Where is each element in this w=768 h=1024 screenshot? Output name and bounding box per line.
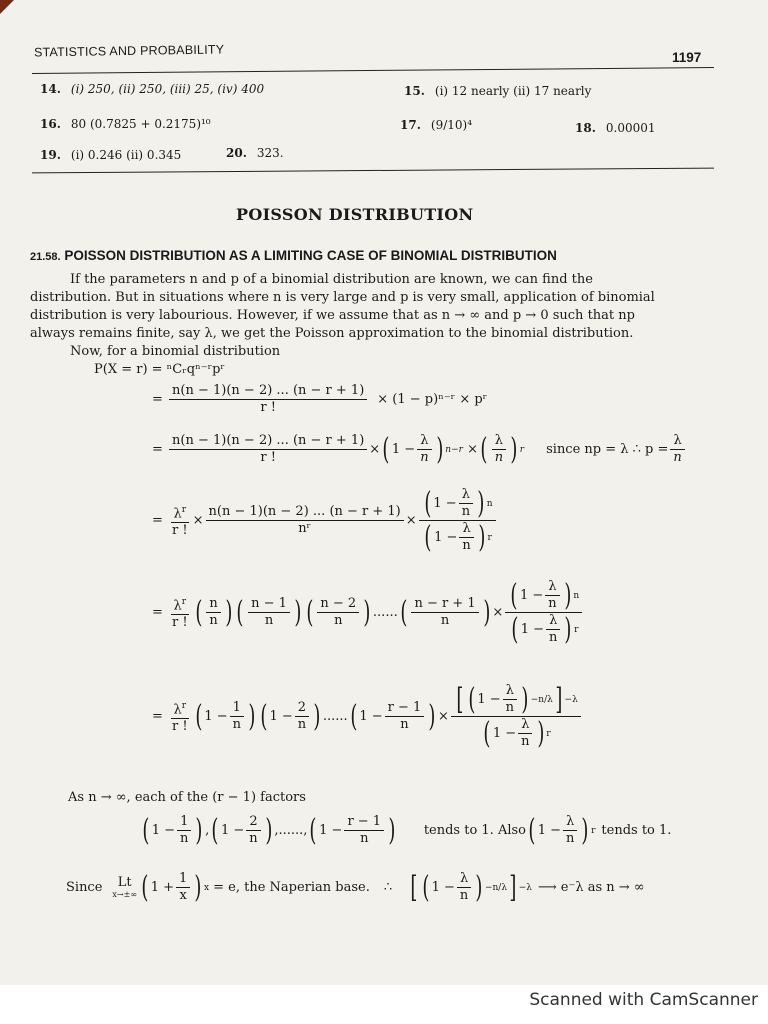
equation-step-4: = $\frac{\lambda^r}{r !}$ ( $\frac{n}{n}$ ) ( $\frac{n - 1}{n}$ ) ( $\frac{n - 2}{n}$ ) ...... ( $\frac{n - r + 1}{n}$ ) × ( 1 − $\frac{\lambda}{n}$ ) n ( 1 − $\frac{\lambda}{n}$ ) r (152, 580, 584, 645)
binomial-intro: Now, for a binomial distribution (70, 344, 281, 359)
intro-line-3: distribution is very labourious. However, if we assume that as n → ∞ and p → 0 such that np (30, 308, 635, 323)
equation-step-1: = $\frac{n(n - 1)(n - 2) ... (n - r + 1)}{r !}$ × (1 − p)ⁿ⁻ʳ × pʳ (152, 383, 488, 415)
subsection-heading: 21.58. POISSON DISTRIBUTION AS A LIMITING CASE OF BINOMIAL DISTRIBUTION (30, 248, 557, 263)
answer-18: 18. 0.00001 (575, 121, 656, 135)
answer-16: 16. 80 (0.7825 + 0.2175)¹⁰ (40, 117, 211, 131)
answer-19: 19. (i) 0.246 (ii) 0.345 (40, 148, 182, 162)
page-corner-mark (0, 0, 14, 14)
answer-14: 14. (i) 250, (ii) 250, (iii) 25, (iv) 400 (40, 82, 265, 96)
equation-step-3: = $\frac{\lambda^r}{r !}$ × $\frac{n(n - 1)(n - 2) ... (n - r + 1)}{\text{nʳ}}$ × ( 1 − $\frac{\lambda}{n}$ ) n ( 1 − $\frac{\lambda}{n}$ ) r (152, 488, 498, 553)
answer-20: 20. 323. (226, 146, 284, 160)
answer-15: 15. (i) 12 nearly (ii) 17 nearly (404, 84, 592, 98)
running-header-title: STATISTICS AND PROBABILITY (33, 42, 225, 60)
answers-rule (32, 168, 714, 174)
factors-line: ( 1 − $\frac{1}{n}$ ) , ( 1 − $\frac{2}{n}$ ) ,......, ( 1 − $\frac{r - 1}{n}$ ) tends to 1. Also ( 1 − $\frac{\lambda}{n}$ ) r tends to 1. (142, 812, 672, 848)
intro-line-4: always remains finite, say λ, we get the Poisson approximation to the binomial distribution. (30, 326, 634, 341)
section-title: POISSON DISTRIBUTION (236, 205, 474, 224)
header-rule (32, 67, 714, 74)
equation-step-5: = $\frac{\lambda^r}{r !}$ ( 1 − $\frac{1}{n}$ ) ( 1 − $\frac{2}{n}$ ) ...... ( 1 − $\frac{r - 1}{n}$ ) × [ ( 1 − $\frac{\lambda}{n}$ ) −n/λ ] −λ ( 1 − $\frac{\lambda}{n}$ ) r (152, 684, 583, 749)
equation-pmf: P(X = r) = ⁿCᵣqⁿ⁻ʳpʳ (94, 362, 225, 377)
scanner-watermark: Scanned with CamScanner (529, 990, 758, 1010)
page-number: 1197 (672, 50, 702, 65)
limit-statement: As n → ∞, each of the (r − 1) factors (68, 790, 306, 805)
answer-17: 17. (9/10)⁴ (400, 118, 473, 132)
intro-line-1: If the parameters n and p of a binomial distribution are known, we can find the (70, 272, 593, 287)
intro-line-2: distribution. But in situations where n is very large and p is very small, application of binomial (30, 290, 655, 305)
naperian-limit-line: Since Lt x→±∞ ( 1 + $\frac{1}{x}$ ) x = e, the Naperian base. ∴ [ ( 1 − $\frac{\lambda}{n}$ ) −n/λ ] −λ ⟶ e⁻λ as n → ∞ (66, 869, 645, 905)
equation-step-2: = $\frac{n(n - 1)(n - 2) ... (n - r + 1)}{r !}$ × ( 1 − $\frac{\lambda}{n}$ ) n−r × ( $\frac{\lambda}{n}$ ) r since np = λ ∴ p = $\frac{\lambda}{n}$ (152, 434, 687, 465)
